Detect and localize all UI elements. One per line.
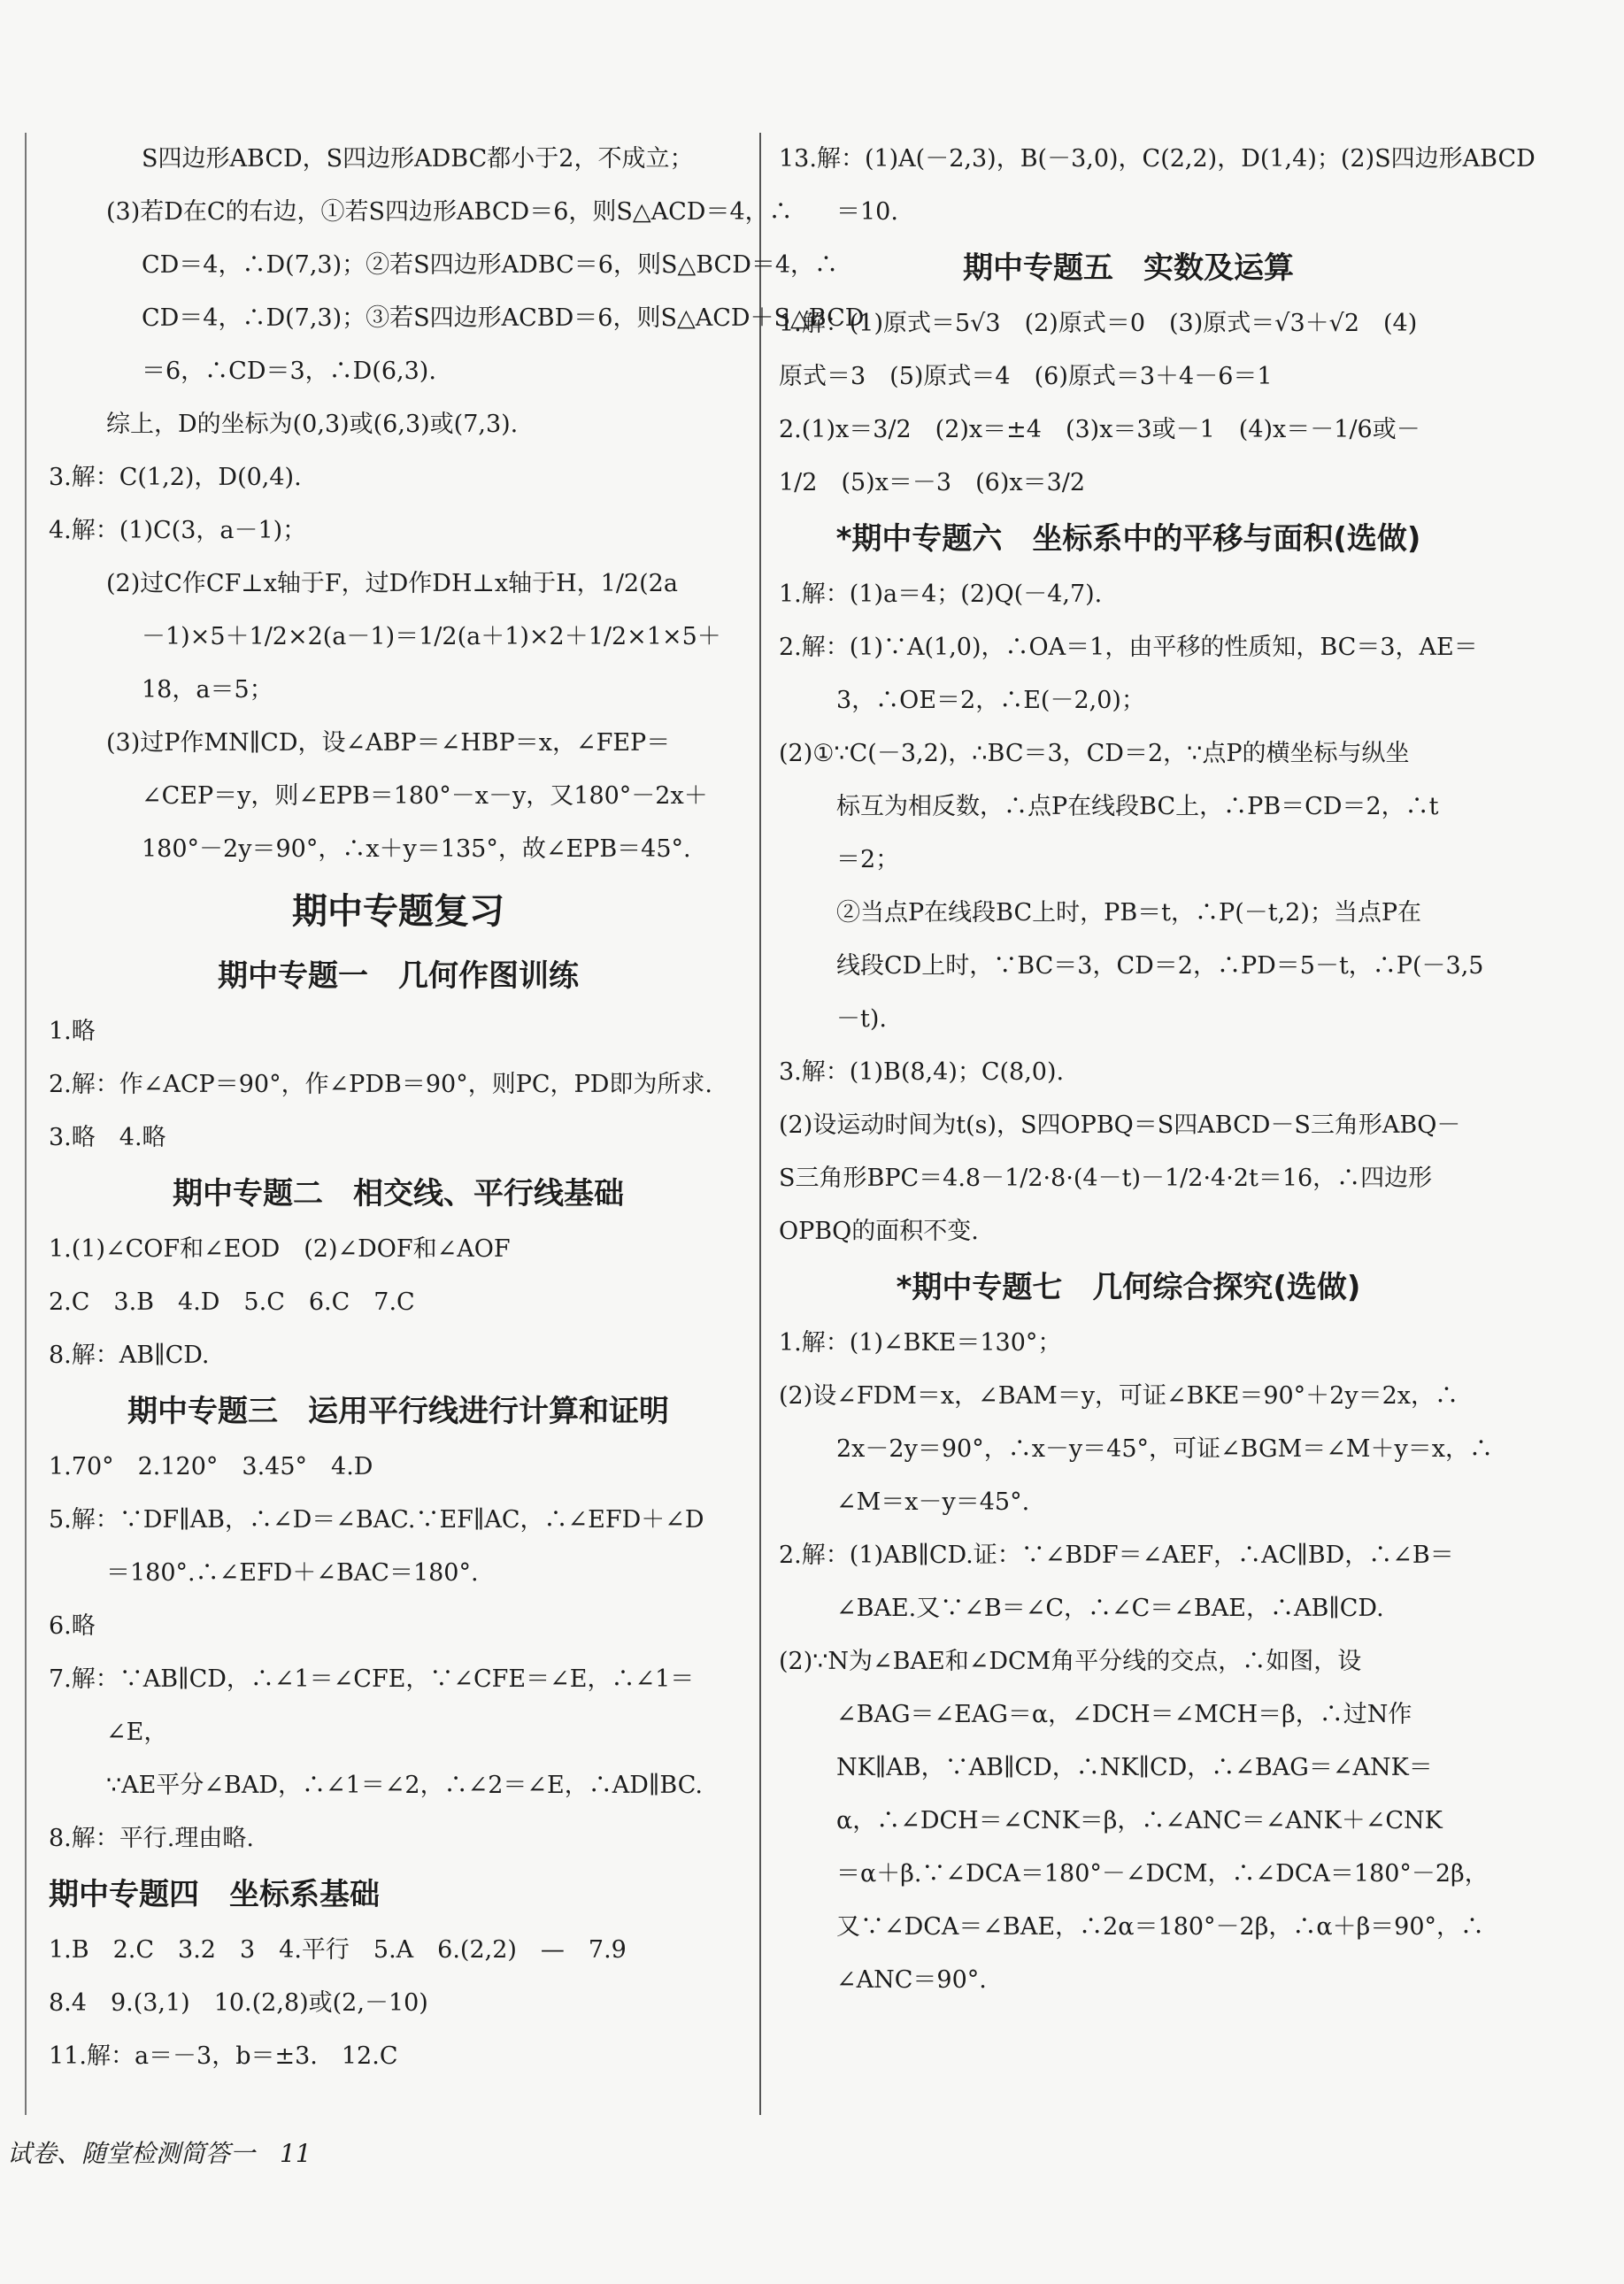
answer-line: (2)∵N为∠BAE和∠DCM角平分线的交点，∴如图，设 xyxy=(779,1648,1362,1675)
section-title: 期中专题三 运用平行线进行计算和证明 xyxy=(127,1394,669,1429)
answer-line: －t). xyxy=(836,1005,887,1033)
answer-line: ∠BAE.又∵∠B＝∠C，∴∠C＝∠BAE，∴AB∥CD. xyxy=(836,1595,1384,1622)
answer-line: 11.解：a＝－3，b＝±3. 12.C xyxy=(49,2042,398,2070)
answer-line: ＝6，∴CD＝3，∴D(6,3). xyxy=(142,358,436,385)
answer-line: 18，a＝5； xyxy=(142,676,273,704)
answer-line: ＝10. xyxy=(836,198,898,226)
answer-line: (3)过P作MN∥CD，设∠ABP＝∠HBP＝x，∠FEP＝ xyxy=(106,729,671,757)
answer-line: 4.解：(1)C(3，a－1)； xyxy=(49,517,307,544)
answer-line: 1.解：(1)∠BKE＝130°； xyxy=(779,1329,1062,1357)
section-title: 期中专题五 实数及运算 xyxy=(963,250,1294,286)
answer-line: 2.解：(1)AB∥CD.证：∵∠BDF＝∠AEF，∴AC∥BD，∴∠B＝ xyxy=(779,1542,1454,1569)
answer-line: 7.解：∵AB∥CD，∴∠1＝∠CFE，∵∠CFE＝∠E，∴∠1＝ xyxy=(49,1665,695,1693)
section-title: *期中专题七 几何综合探究(选做) xyxy=(896,1270,1361,1305)
answer-line: ＝180°.∴∠EFD＋∠BAC＝180°. xyxy=(106,1559,479,1587)
answer-line: 2.解：(1)∵A(1,0)，∴OA＝1，由平移的性质知，BC＝3，AE＝ xyxy=(779,634,1478,661)
section-title: 期中专题四 坐标系基础 xyxy=(49,1877,380,1912)
section-title: *期中专题六 坐标系中的平移与面积(选做) xyxy=(835,521,1421,557)
answer-line: S四边形ABCD，S四边形ADBC都小于2，不成立； xyxy=(142,145,694,173)
answer-line: ∠M＝x－y＝45°. xyxy=(836,1488,1030,1516)
answer-line: 8.4 9.(3,1) 10.(2,8)或(2,－10) xyxy=(49,1989,428,2017)
page-footer: 试卷、随堂检测简答一 11 xyxy=(7,2139,312,2168)
answer-line: α，∴∠DCH＝∠CNK＝β，∴∠ANC＝∠ANK＋∠CNK xyxy=(836,1807,1443,1834)
answer-line: 又∵∠DCA＝∠BAE，∴2α＝180°－2β，∴α＋β＝90°，∴ xyxy=(836,1913,1485,1941)
answer-line: 线段CD上时，∵BC＝3，CD＝2，∴PD＝5－t，∴P(－3,5 xyxy=(836,952,1484,980)
answer-line: 8.解：平行.理由略. xyxy=(49,1825,254,1852)
answer-line: 13.解：(1)A(－2,3)，B(－3,0)，C(2,2)，D(1,4)；(2)S四边形ABCD xyxy=(779,145,1535,173)
answer-line: 原式＝3 (5)原式＝4 (6)原式＝3＋4－6＝1 xyxy=(779,363,1273,390)
answer-line: 3.解：(1)B(8,4)；C(8,0). xyxy=(779,1058,1065,1086)
answer-line: ＝α＋β.∵∠DCA＝180°－∠DCM，∴∠DCA＝180°－2β， xyxy=(836,1860,1489,1888)
answer-line: 2.(1)x＝3/2 (2)x＝±4 (3)x＝3或－1 (4)x＝－1/6或－ xyxy=(779,416,1420,443)
section-title: 期中专题一 几何作图训练 xyxy=(218,958,579,994)
answer-line: CD＝4，∴D(7,3)；②若S四边形ADBC＝6，则S△BCD＝4，∴ xyxy=(142,251,839,279)
right-column xyxy=(779,133,1535,2007)
answer-line: ∠BAG＝∠EAG＝α，∠DCH＝∠MCH＝β，∴过N作 xyxy=(836,1701,1412,1728)
answer-line: 1.略 xyxy=(49,1018,96,1045)
left-column xyxy=(49,133,865,2083)
answer-line: ②当点P在线段BC上时，PB＝t，∴P(－t,2)；当点P在 xyxy=(836,899,1422,927)
binding-edge-line xyxy=(25,133,27,2115)
answer-line: 标互为相反数，∴点P在线段BC上，∴PB＝CD＝2，∴t xyxy=(836,793,1439,820)
answer-line: (2)设∠FDM＝x，∠BAM＝y，可证∠BKE＝90°＋2y＝2x，∴ xyxy=(779,1382,1459,1410)
answer-line: 2.解：作∠ACP＝90°，作∠PDB＝90°，则PC，PD即为所求. xyxy=(49,1071,712,1098)
answer-line: 6.略 xyxy=(49,1612,96,1640)
answer-line: 2x－2y＝90°，∴x－y＝45°，可证∠BGM＝∠M＋y＝x，∴ xyxy=(836,1435,1493,1463)
answer-line: 3.解：C(1,2)，D(0,4). xyxy=(49,464,302,491)
answer-line: 1.解：(1)原式＝5√3 (2)原式＝0 (3)原式＝√3＋√2 (4) xyxy=(779,310,1418,337)
answer-line: 3，∴OE＝2，∴E(－2,0)； xyxy=(836,687,1145,714)
column-divider xyxy=(759,133,761,2115)
answer-line: NK∥AB，∵AB∥CD，∴NK∥CD，∴∠BAG＝∠ANK＝ xyxy=(836,1754,1433,1781)
answer-line: 1.70° 2.120° 3.45° 4.D xyxy=(49,1453,373,1480)
answer-line: 1.解：(1)a＝4；(2)Q(－4,7). xyxy=(779,581,1103,608)
answer-line: OPBQ的面积不变. xyxy=(779,1218,979,1245)
answer-line: 1.(1)∠COF和∠EOD (2)∠DOF和∠AOF xyxy=(49,1235,511,1263)
answer-line: (2)①∵C(－3,2)，∴BC＝3，CD＝2，∵点P的横坐标与纵坐 xyxy=(779,740,1410,767)
answer-line: 1.B 2.C 3.2 3 4.平行 5.A 6.(2,2) — 7.9 xyxy=(49,1936,627,1964)
answer-line: －1)×5＋1/2×2(a－1)＝1/2(a＋1)×2＋1/2×1×5＋ xyxy=(142,623,721,650)
answer-line: (2)设运动时间为t(s)，S四OPBQ＝S四ABCD－S三角形ABQ－ xyxy=(779,1111,1461,1139)
answer-line: 5.解：∵DF∥AB，∴∠D＝∠BAC.∵EF∥AC，∴∠EFD＋∠D xyxy=(49,1506,704,1534)
main-section-title: 期中专题复习 xyxy=(292,891,504,932)
answer-line: ∠E， xyxy=(106,1719,168,1746)
answer-line: 180°－2y＝90°，∴x＋y＝135°，故∠EPB＝45°. xyxy=(142,835,691,863)
answer-line: 2.C 3.B 4.D 5.C 6.C 7.C xyxy=(49,1288,415,1316)
answer-line: CD＝4，∴D(7,3)；③若S四边形ACBD＝6，则S△ACD＋S△BCD xyxy=(142,304,865,332)
answer-line: ∠CEP＝y，则∠EPB＝180°－x－y，又180°－2x＋ xyxy=(142,782,708,810)
answer-line: ＝2； xyxy=(836,846,900,873)
answer-line: 3.略 4.略 xyxy=(49,1124,166,1151)
answer-line: ∠ANC＝90°. xyxy=(836,1966,987,1994)
answer-line: ∵AE平分∠BAD，∴∠1＝∠2，∴∠2＝∠E，∴AD∥BC. xyxy=(106,1772,703,1799)
answer-line: 综上，D的坐标为(0,3)或(6,3)或(7,3). xyxy=(106,411,519,438)
answer-line: 1/2 (5)x＝－3 (6)x＝3/2 xyxy=(779,469,1086,496)
answer-line: S三角形BPC＝4.8－1/2·8·(4－t)－1/2·4·2t＝16，∴四边形 xyxy=(779,1165,1433,1192)
answer-line: (3)若D在C的右边，①若S四边形ABCD＝6，则S△ACD＝4，∴ xyxy=(106,198,793,226)
section-title: 期中专题二 相交线、平行线基础 xyxy=(173,1176,624,1211)
answer-line: 8.解：AB∥CD. xyxy=(49,1342,210,1369)
answer-line: (2)过C作CF⊥x轴于F，过D作DH⊥x轴于H，1/2(2a xyxy=(106,570,678,597)
